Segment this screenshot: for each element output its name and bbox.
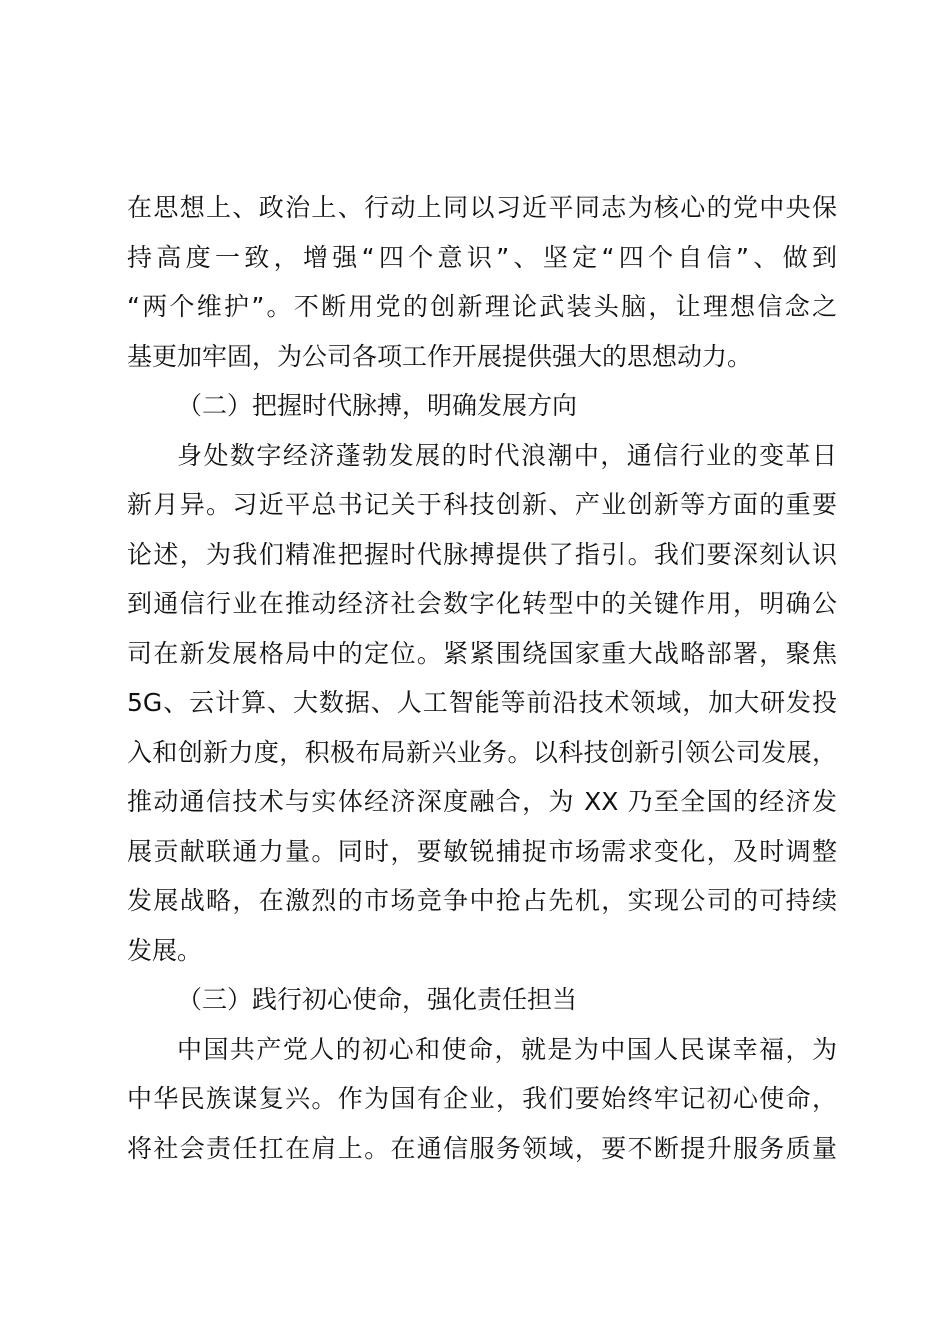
paragraph-line: 身处数字经济蓬勃发展的时代浪潮中，通信行业的变革日 — [177, 440, 837, 470]
paragraph-line: 基更加牢固，为公司各项工作开展提供强大的思想动力。 — [127, 341, 753, 371]
paragraph-line: “两个维护”。不断用党的创新理论武装头脑，让理想信念之 — [127, 292, 837, 321]
paragraph-line: 中华民族谋复兴。作为国有企业，我们要始终牢记初心使命， — [127, 1084, 837, 1113]
paragraph-line: 在思想上、政治上、行动上同以习近平同志为核心的党中央保 — [127, 193, 837, 222]
paragraph-line: 论述，为我们精准把握时代脉搏提供了指引。我们要深刻认识 — [127, 539, 837, 569]
paragraph-line: 推动通信技术与实体经济深度融合，为 XX 乃至全国的经济发 — [127, 787, 837, 816]
paragraph-line: 5G、云计算、大数据、人工智能等前沿技术领域，加大研发投 — [127, 688, 837, 717]
paragraph-line: 发展战略，在激烈的市场竞争中抢占先机，实现公司的可持续 — [127, 886, 837, 915]
paragraph-line: 发展。 — [127, 935, 203, 965]
section-heading: （三）践行初心使命，强化责任担当 — [177, 985, 578, 1014]
paragraph-line: 入和创新力度，积极布局新兴业务。以科技创新引领公司发展， — [127, 737, 837, 767]
paragraph-line: 到通信行业在推动经济社会数字化转型中的关键作用，明确公 — [127, 589, 837, 618]
section-heading: （二）把握时代脉搏，明确发展方向 — [177, 391, 578, 420]
paragraph-line: 中国共产党人的初心和使命，就是为中国人民谋幸福，为 — [177, 1034, 837, 1064]
paragraph-line: 展贡献联通力量。同时，要敏锐捕捉市场需求变化，及时调整 — [127, 836, 837, 866]
paragraph-line: 将社会责任扛在肩上。在通信服务领域，要不断提升服务质量 — [127, 1133, 837, 1163]
paragraph-line: 司在新发展格局中的定位。紧紧围绕国家重大战略部署，聚焦 — [127, 638, 837, 668]
paragraph-line: 持高度一致，增强“四个意识”、坚定“四个自信”、做到 — [127, 242, 837, 272]
document-body — [127, 183, 837, 1173]
paragraph-line: 新月异。习近平总书记关于科技创新、产业创新等方面的重要 — [127, 490, 837, 519]
